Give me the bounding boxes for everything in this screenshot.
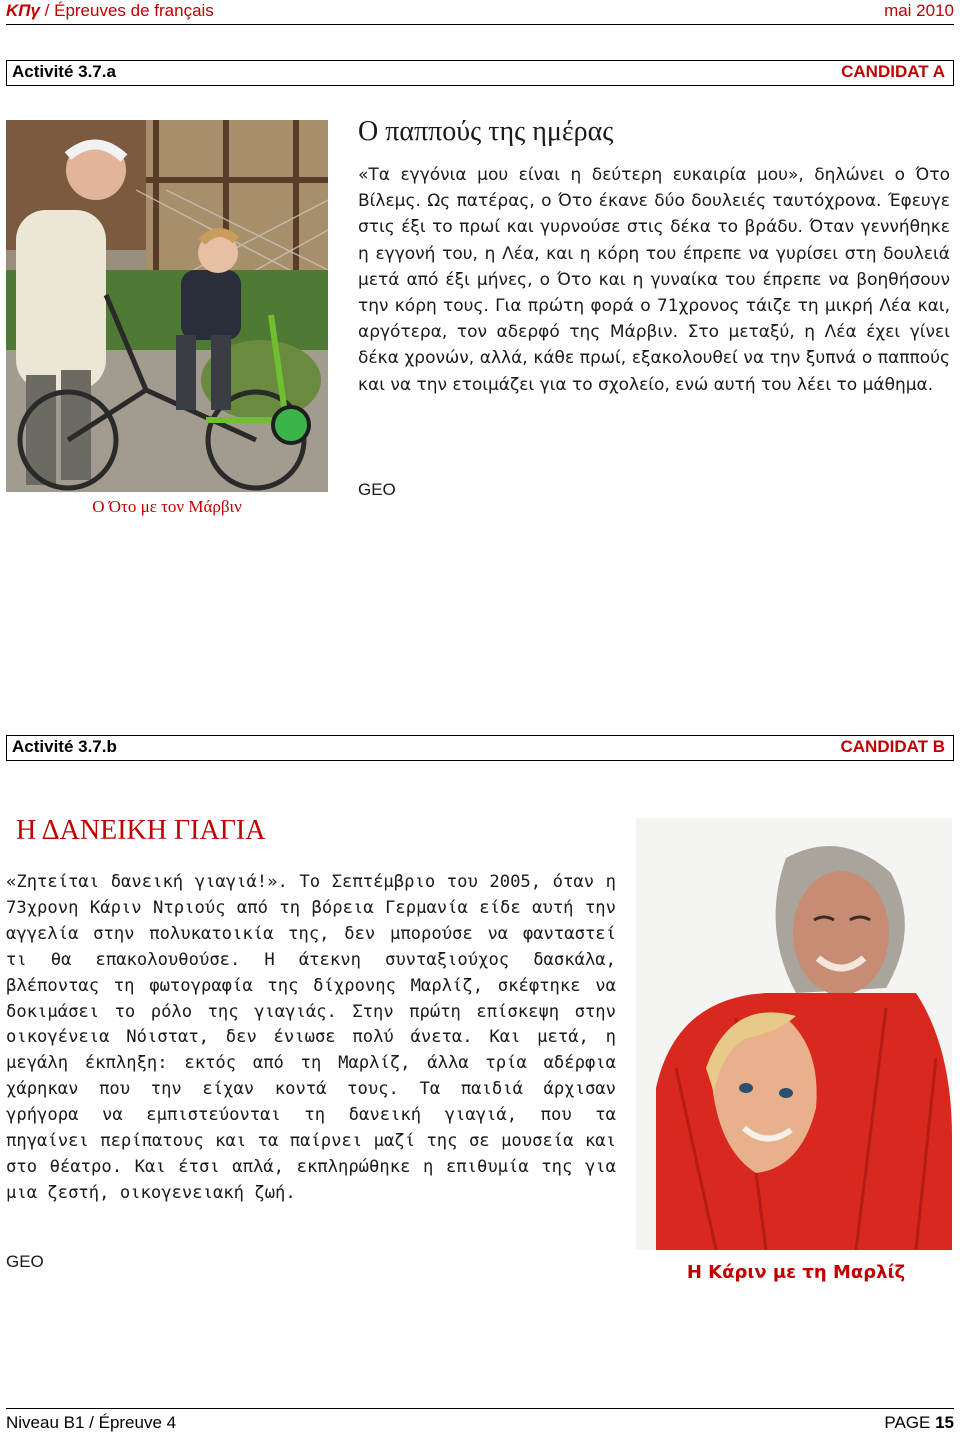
footer-page-number: 15	[935, 1413, 954, 1432]
photo-a-drawing	[6, 120, 328, 492]
article-b-source: GEO	[6, 1252, 44, 1271]
article-a-title: Ο παππούς της ημέρας	[358, 116, 614, 147]
activity-a-label: Activité 3.7.a	[12, 62, 116, 81]
article-b-title: Η ΔΑΝΕΙΚΗ ΓΙΑΓΙΑ	[16, 815, 266, 846]
footer-level: Niveau B1 / Épreuve 4	[6, 1413, 177, 1432]
header-subject: ΚΠγ / Épreuves de français	[6, 1, 214, 20]
activity-b-label: Activité 3.7.b	[12, 737, 117, 756]
article-b-body: «Ζητείται δανεική γιαγιά!». Το Σεπτέμβριο του 2005, όταν η 73χρονη Κάριν Ντριούς από τη βόρεια Γερμανία είδε αυτή την αγγελία στην πολυκατοικία της, δεν μπορούσε να φανταστεί τι θα επακολουθούσε. Η άτεκνη συνταξιούχος δασκάλα, βλέποντας τη φωτογραφία της δίχρονης Μαρλίζ, σκέφτηκε να δοκιμάσει το ρόλο της γιαγιάς. Στην πρώτη επίσκεψη στην οικογένεια Νόιστατ, δεν ένιωσε πολύ άνετα. Και μετά, η μεγάλη έκπληξη: εκτός από τη Μαρλίζ, άλλα τρία αδέρφια χάρηκαν που την είχαν κοντά τους. Τα παιδιά άρχισαν γρήγορα να εμπιστεύονται τη δανεική γιαγιά, που τα πηγαίνει περίπατους και τα παίρνει μαζί της σε μουσεία και στο θέατρο. Και έτσι απλά, εκπληρώθηκε η επιθυμία της για μια ζεστή, οικογενειακή ζωή.	[6, 872, 616, 1203]
page-header	[6, 0, 954, 25]
photo-b-drawing	[636, 818, 952, 1250]
photo-a-caption: Ο Ότο με τον Μάρβιν	[92, 497, 242, 516]
photo-grandfather-and-grandson	[6, 120, 328, 492]
page-footer	[6, 1408, 954, 1433]
activity-b-banner	[6, 735, 954, 761]
article-a-body: «Τα εγγόνια μου είναι η δεύτερη ευκαιρία μου», δηλώνει ο Ότο Βίλεμς. Ως πατέρας, ο Ότο έκανε δύο δουλειές ταυτόχρονα. Έφευγε στις έξι το πρωί και γυρνούσε στις δέκα το βράδυ. Όταν γεννήθηκε η εγγονή του, η Λέα, και η κόρη του έπρεπε να γυρίσει στη δουλειά μετά από έξι μήνες, ο Ότο και η γυναίκα του έπρεπε να βοηθήσουν την κόρη τους. Για πρώτη φορά ο 71χρονος τάιζε τη μικρή Λέα και, αργότερα, τον αδερφό της Μάρβιν. Στο μεταξύ, η Λέα έχει γίνει δέκα χρονών, αλλά, κάθε πρωί, εξακολουθεί να την ξυπνά ο παππούς και να την ετοιμάζει για το σχολείο, ενώ αυτή του λέει το μάθημα.	[358, 165, 950, 395]
footer-page: PAGE 15	[884, 1413, 954, 1432]
photo-grandmother-and-girl	[636, 818, 952, 1250]
header-date: mai 2010	[884, 1, 954, 20]
article-a-source: GEO	[358, 480, 396, 499]
activity-b-candidate: CANDIDAT B	[840, 737, 945, 756]
photo-b-caption: Η Κάριν με τη Μαρλίζ	[686, 1262, 906, 1283]
activity-a-banner	[6, 60, 954, 86]
activity-a-candidate: CANDIDAT A	[841, 62, 945, 81]
